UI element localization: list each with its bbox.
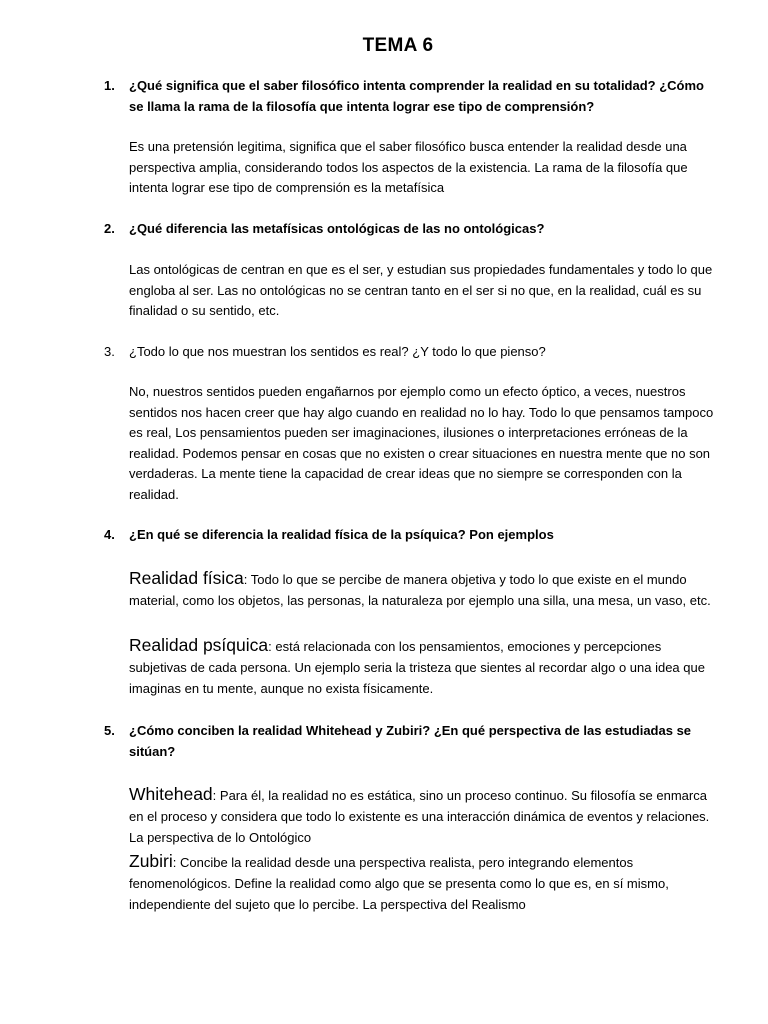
answer-3: No, nuestros sentidos pueden engañarnos por ejemplo como un efecto óptico, a veces, nuestros sentidos nos hacen creer que hay algo cuando en realidad no lo hay. Todo lo que pensamos tampoco es real, Los pensamientos pueden ser imaginaciones, ilusiones o interpretaciones erróneas de la realidad. Podemos pensar en cosas que no existen o crear situaciones en nuestra mente que no son verdaderas. La mente tiene la capacidad de crear ideas que no siempre se corresponden con la realidad. — [129, 384, 714, 502]
question-5 — [104, 721, 714, 762]
page-title: TEMA 6 — [362, 35, 434, 56]
definition-term: Zubiri — [129, 851, 173, 871]
question-number: 4. — [104, 527, 115, 542]
question-text: ¿Cómo conciben la realidad Whitehead y Zubiri? ¿En qué perspectiva de las estudiadas se sitúan? — [129, 723, 692, 759]
question-text: ¿Qué significa que el saber filosófico intenta comprender la realidad en su totalidad? ¿Cómo se llama la rama de la filosofía que intenta lograr ese tipo de comprensión? — [129, 78, 704, 114]
definition-zubiri — [129, 851, 719, 915]
definition-term: Realidad psíquica — [129, 635, 269, 655]
question-2 — [104, 219, 714, 240]
definition-text: : Para él, la realidad no es estática, sino un proceso continuo. Su filosofía se enmarca en el proceso y considera que todo lo existente es una interacción dinámica de eventos y relaciones. La perspectiva de lo Ontológico — [129, 788, 710, 845]
definition-text: : Todo lo que se percibe de manera objetiva y todo lo que existe en el mundo material, como los objetos, las personas, la naturaleza por ejemplo una silla, una mesa, un vaso, etc. — [129, 572, 711, 608]
definition-whitehead — [129, 784, 719, 848]
definition-text: : está relacionada con los pensamientos, emociones y percepciones subjetivas de cada persona. Un ejemplo seria la tristeza que sientes al recordar algo o una idea que imaginas en tu mente, aunque no exista físicamente. — [129, 639, 705, 696]
definition-realidad-fisica — [129, 568, 719, 611]
definition-term: Whitehead — [129, 784, 213, 804]
definition-text: : Concibe la realidad desde una perspectiva realista, pero integrando elementos fenomenológicos. Define la realidad como algo que se presenta como lo que es, en sí mismo, independiente del sujeto que lo percibe. La perspectiva del Realismo — [129, 855, 669, 912]
question-number: 5. — [104, 723, 115, 738]
question-3 — [104, 342, 714, 363]
answer-1: Es una pretensión legitima, significa que el saber filosófico busca entender la realidad desde una perspectiva amplia, considerando todos los aspectos de la existencia. La rama de la filosofía que intenta lograr ese tipo de comprensión es la metafísica — [129, 139, 688, 196]
definition-realidad-psiquica — [129, 635, 719, 699]
question-4 — [104, 525, 714, 546]
answer-2: Las ontológicas de centran en que es el ser, y estudian sus propiedades fundamentales y todo lo que engloba al ser. Las no ontológicas no se centran tanto en el ser si no que, en la realidad, cuál es su finalidad o su sentido, etc. — [129, 262, 713, 319]
question-1 — [104, 76, 714, 117]
question-number: 1. — [104, 78, 115, 93]
question-number: 2. — [104, 221, 115, 236]
question-text: ¿Todo lo que nos muestran los sentidos es real? ¿Y todo lo que pienso? — [129, 344, 546, 359]
question-text: ¿En qué se diferencia la realidad física de la psíquica? Pon ejemplos — [129, 527, 554, 542]
question-number: 3. — [104, 344, 115, 359]
question-text: ¿Qué diferencia las metafísicas ontológicas de las no ontológicas? — [129, 221, 545, 236]
definition-term: Realidad física — [129, 568, 244, 588]
